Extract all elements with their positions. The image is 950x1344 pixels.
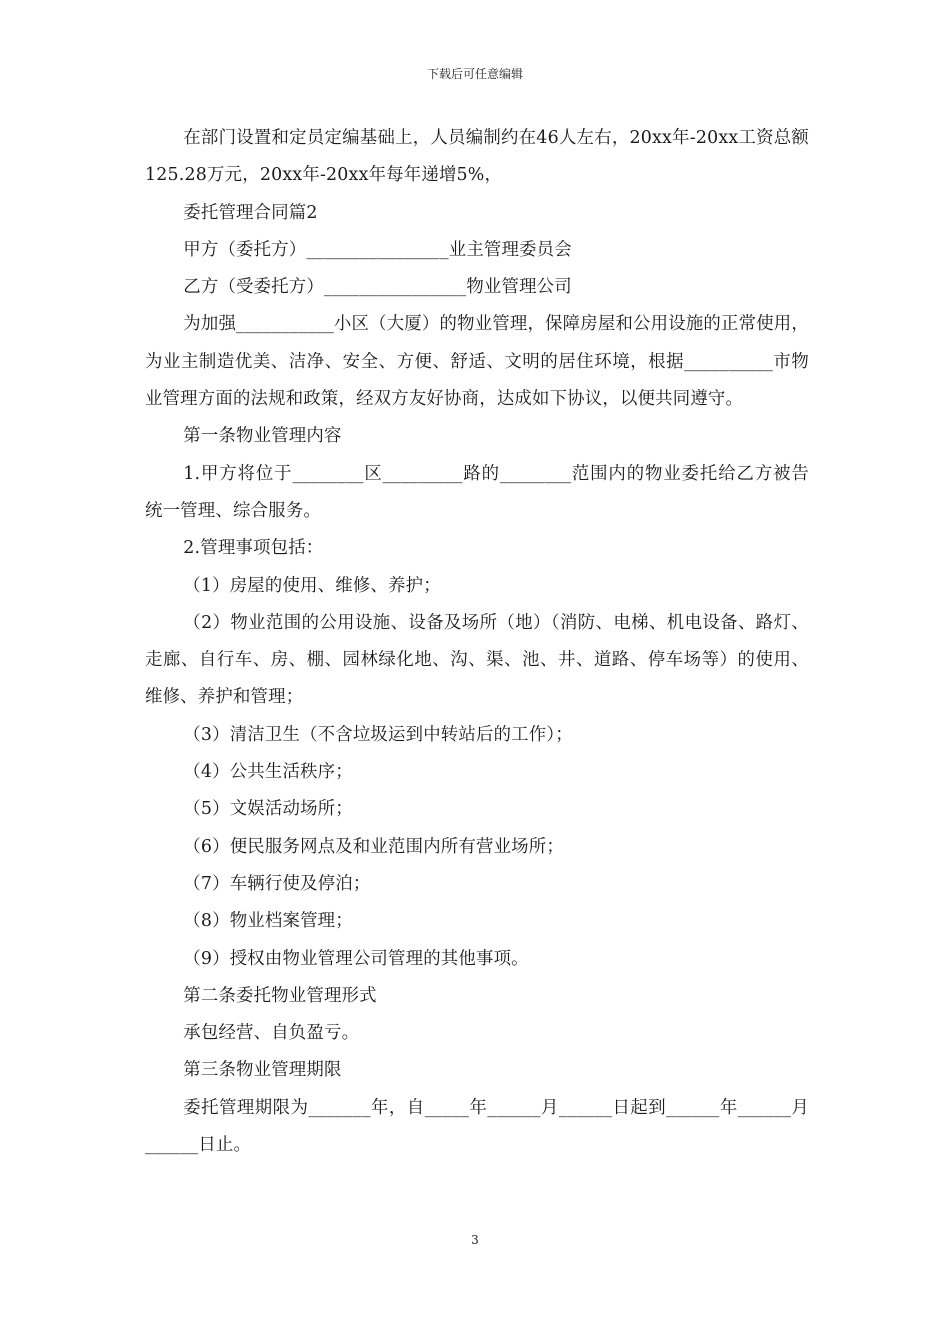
party-a-line: 甲方（委托方）________________业主管理委员会	[183, 239, 572, 260]
article-1-item-2: 2.管理事项包括：	[183, 538, 324, 559]
management-item-8: （8）物业档案管理；	[183, 911, 353, 932]
page-header: 下载后可任意编辑	[426, 67, 523, 81]
article-2-heading: 第二条委托物业管理形式	[183, 985, 377, 1006]
paragraph-preamble: 为加强___________小区（大厦）的物业管理，保障房屋和公用设施的正常使用，为业主制造优美、洁净、安全、方便、舒适、文明的居住环境，根据__________市物业管理方面的法规和政策，经双方友好协商，达成如下协议，以便共同遵守。	[145, 314, 809, 410]
management-item-1: （1）房屋的使用、维修、养护；	[183, 575, 441, 596]
management-item-7: （7）车辆行使及停泊；	[183, 873, 371, 894]
section-title-contract-2: 委托管理合同篇2	[183, 202, 318, 223]
article-1-item-1: 1.甲方将位于________区_________路的________范围内的物业委托给乙方被告统一管理、综合服务。	[145, 463, 809, 521]
article-1-heading: 第一条物业管理内容	[183, 426, 342, 447]
paragraph-staffing: 在部门设置和定员定编基础上，人员编制约在46人左右，20xx年-20xx工资总额125.28万元，20xx年-20xx年每年递增5%，	[145, 128, 809, 186]
article-3-heading: 第三条物业管理期限	[183, 1060, 342, 1081]
management-item-6: （6）便民服务网点及和业范围内所有营业场所；	[183, 836, 564, 857]
page-number: 3	[471, 1233, 479, 1247]
document-body	[145, 120, 809, 1164]
management-item-2: （2）物业范围的公用设施、设备及场所（地）（消防、电梯、机电设备、路灯、走廊、自行车、房、棚、园林绿化地、沟、渠、池、井、道路、停车场等）的使用、维修、养护和管理；	[145, 612, 809, 708]
management-item-4: （4）公共生活秩序；	[183, 762, 353, 783]
article-3-content: 委托管理期限为_______年，自_____年______月______日起到______年______月______日止。	[145, 1097, 809, 1156]
party-b-line: 乙方（受委托方）________________物业管理公司	[183, 277, 572, 298]
management-item-3: （3）清洁卫生（不含垃圾运到中转站后的工作）；	[183, 724, 573, 745]
article-2-content: 承包经营、自负盈亏。	[183, 1023, 360, 1044]
management-item-9: （9）授权由物业管理公司管理的其他事项。	[183, 948, 529, 969]
management-item-5: （5）文娱活动场所；	[183, 799, 353, 820]
